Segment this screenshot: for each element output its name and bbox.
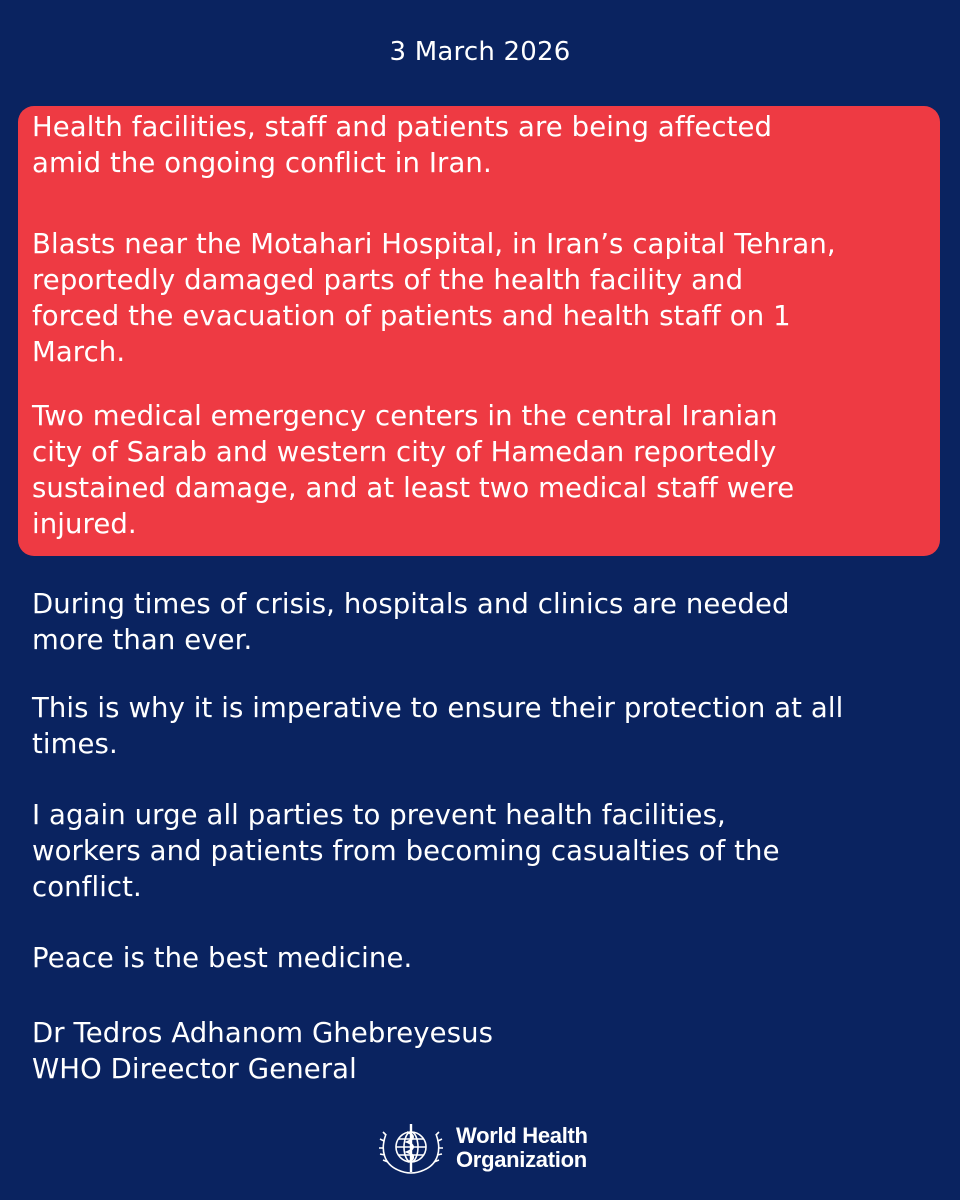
- signature-block: Dr Tedros Adhanom Ghebreyesus WHO Direector General: [32, 1017, 494, 1085]
- paragraph-facilities-affected: Health facilities, staff and patients are being affected amid the ongoing conflict in Iran.: [32, 111, 773, 179]
- paragraph-motahari-hospital: Blasts near the Motahari Hospital, in Iran’s capital Tehran, reportedly damaged parts of the health facility and forced the evacuation of patients and health staff on 1 March.: [32, 228, 836, 368]
- statement-date: 3 March 2026: [389, 37, 571, 67]
- paragraph-crisis-need: During times of crisis, hospitals and clinics are needed more than ever.: [32, 588, 790, 656]
- paragraph-protection: This is why it is imperative to ensure their protection at all times.: [32, 692, 844, 760]
- paragraph-urge-parties: I again urge all parties to prevent health facilities, workers and patients from becoming casualties of the conflict.: [32, 799, 780, 903]
- paragraph-emergency-centers: Two medical emergency centers in the central Iranian city of Sarab and western city of Hamedan reportedly sustained damage, and at least two medical staff were injured.: [32, 400, 795, 540]
- who-logo: [376, 1114, 596, 1180]
- organization-name: World Health Organization: [456, 1123, 588, 1172]
- paragraph-peace: Peace is the best medicine.: [32, 942, 413, 974]
- who-emblem-icon: [376, 1118, 446, 1178]
